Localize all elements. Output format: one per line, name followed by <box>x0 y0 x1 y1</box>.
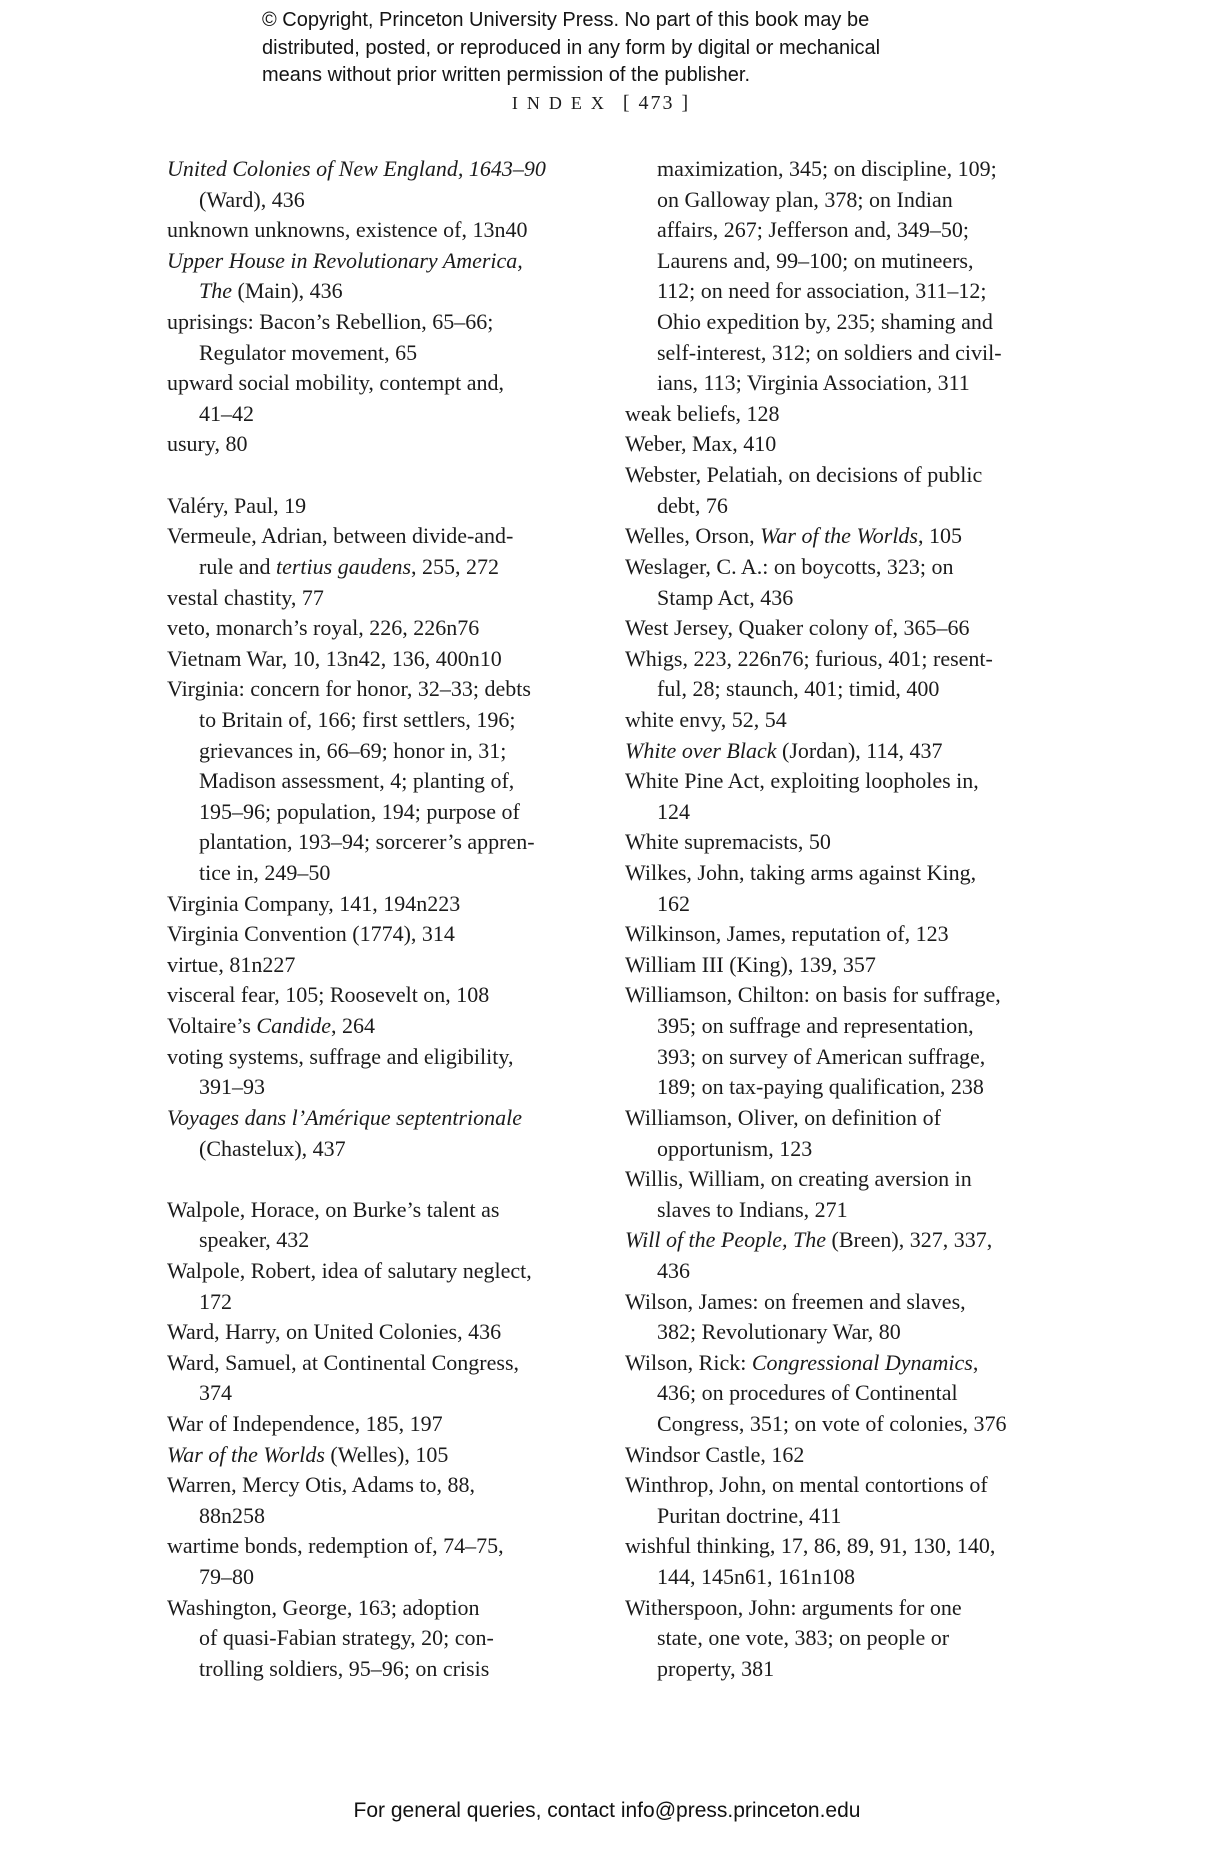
index-line: Virginia: concern for honor, 32–33; debts <box>167 676 531 702</box>
index-line: Wilson, James: on freemen and slaves, <box>625 1288 966 1314</box>
index-line: Will of the People, The (Breen), 327, 337, <box>625 1227 993 1253</box>
index-line: veto, monarch’s royal, 226, 226n76 <box>167 615 480 641</box>
index-line: wishful thinking, 17, 86, 89, 91, 130, 140, <box>625 1533 996 1559</box>
copyright-line-1: © Copyright, Princeton University Press. No part of this book may be <box>262 9 870 31</box>
index-line: on Galloway plan, 378; on Indian <box>657 186 953 212</box>
index-line: Weslager, C. A.: on boycotts, 323; on <box>625 553 954 579</box>
index-line: Voltaire’s Candide, 264 <box>167 1013 375 1039</box>
index-line: Witherspoon, John: arguments for one <box>625 1594 962 1620</box>
index-line: White over Black (Jordan), 114, 437 <box>625 737 943 763</box>
index-line: plantation, 193–94; sorcerer’s appren- <box>199 829 535 855</box>
index-line: to Britain of, 166; first settlers, 196; <box>199 706 516 732</box>
index-line: 88n258 <box>199 1502 265 1528</box>
index-line: debt, 76 <box>657 492 728 518</box>
index-line: Williamson, Chilton: on basis for suffrage, <box>625 982 1001 1008</box>
index-line: Stamp Act, 436 <box>657 584 794 610</box>
index-line: unknown unknowns, existence of, 13n40 <box>167 217 528 243</box>
index-line: speaker, 432 <box>199 1227 310 1253</box>
index-line: 41–42 <box>199 400 254 426</box>
index-line: uprisings: Bacon’s Rebellion, 65–66; <box>167 309 494 335</box>
index-line: Virginia Convention (1774), 314 <box>167 921 455 947</box>
running-head <box>512 92 690 115</box>
index-line: opportunism, 123 <box>657 1135 813 1161</box>
index-line: 195–96; population, 194; purpose of <box>199 798 520 824</box>
index-line: visceral fear, 105; Roosevelt on, 108 <box>167 982 490 1008</box>
index-line: Walpole, Horace, on Burke’s talent as <box>167 1196 500 1222</box>
index-line: slaves to Indians, 271 <box>657 1196 848 1222</box>
index-line: Voyages dans l’Amérique septentrionale <box>167 1104 522 1130</box>
index-line: War of Independence, 185, 197 <box>167 1410 443 1436</box>
index-line: ful, 28; staunch, 401; timid, 400 <box>657 676 940 702</box>
index-line: West Jersey, Quaker colony of, 365–66 <box>625 615 970 641</box>
index-line: Ward, Samuel, at Continental Congress, <box>167 1349 519 1375</box>
index-line: (Ward), 436 <box>199 186 305 212</box>
index-line: Regulator movement, 65 <box>199 339 418 365</box>
index-line: property, 381 <box>657 1655 775 1681</box>
index-line: 374 <box>199 1380 232 1406</box>
index-line: 144, 145n61, 161n108 <box>657 1564 855 1590</box>
index-line: grievances in, 66–69; honor in, 31; <box>199 737 507 763</box>
copyright-notice <box>262 7 880 90</box>
index-line: Vietnam War, 10, 13n42, 136, 400n10 <box>167 645 502 671</box>
index-line: vestal chastity, 77 <box>167 584 324 610</box>
index-line: tice in, 249–50 <box>199 860 331 886</box>
index-line: Willis, William, on creating aversion in <box>625 1166 972 1192</box>
index-line: White supremacists, 50 <box>625 829 831 855</box>
index-line: Congress, 351; on vote of colonies, 376 <box>657 1410 1007 1436</box>
copyright-line-2: distributed, posted, or reproduced in any form by digital or mechanical <box>262 36 881 59</box>
index-line: white envy, 52, 54 <box>625 706 787 732</box>
index-line: self-interest, 312; on soldiers and civil- <box>657 339 1002 365</box>
index-line: 189; on tax-paying qualification, 238 <box>657 1074 984 1100</box>
index-column-left <box>167 154 597 1684</box>
index-line: War of the Worlds (Welles), 105 <box>167 1441 449 1467</box>
index-line: Vermeule, Adrian, between divide-and- <box>167 523 514 549</box>
index-line: Valéry, Paul, 19 <box>167 492 307 518</box>
index-heading: INDEX <box>511 93 613 113</box>
index-line: Windsor Castle, 162 <box>625 1441 805 1467</box>
index-line: 436 <box>657 1257 690 1283</box>
index-line: weak beliefs, 128 <box>625 400 780 426</box>
index-line: Webster, Pelatiah, on decisions of public <box>625 462 983 488</box>
index-line: upward social mobility, contempt and, <box>167 370 505 396</box>
index-line: 162 <box>657 890 690 916</box>
index-line: 393; on survey of American suffrage, <box>657 1043 986 1069</box>
index-line: 112; on need for association, 311–12; <box>657 278 987 304</box>
index-line: (Chastelux), 437 <box>199 1135 346 1161</box>
index-line: 391–93 <box>199 1074 265 1100</box>
index-line: 124 <box>657 798 690 824</box>
index-line: Virginia Company, 141, 194n223 <box>167 890 461 916</box>
index-line: Ward, Harry, on United Colonies, 436 <box>167 1319 502 1345</box>
index-line <box>167 1164 597 1195</box>
index-line: 436; on procedures of Continental <box>657 1380 958 1406</box>
index-line: Whigs, 223, 226n76; furious, 401; resent- <box>625 645 993 671</box>
index-line: voting systems, suffrage and eligibility, <box>167 1043 514 1069</box>
index-line: The (Main), 436 <box>199 278 343 304</box>
index-line: Puritan doctrine, 411 <box>657 1502 842 1528</box>
index-line: rule and tertius gaudens, 255, 272 <box>199 553 500 579</box>
index-line: affairs, 267; Jefferson and, 349–50; <box>657 217 970 243</box>
index-line: Wilkinson, James, reputation of, 123 <box>625 921 949 947</box>
index-line: Washington, George, 163; adoption <box>167 1594 480 1620</box>
index-line: usury, 80 <box>167 431 248 457</box>
index-line: Welles, Orson, War of the Worlds, 105 <box>625 523 962 549</box>
index-line: Wilson, Rick: Congressional Dynamics, <box>625 1349 979 1375</box>
index-line: White Pine Act, exploiting loopholes in, <box>625 768 979 794</box>
index-line: 382; Revolutionary War, 80 <box>657 1319 901 1345</box>
index-line: virtue, 81n227 <box>167 951 296 977</box>
index-line: Upper House in Revolutionary America, <box>167 247 523 273</box>
index-line: Williamson, Oliver, on definition of <box>625 1104 941 1130</box>
index-line: trolling soldiers, 95–96; on crisis <box>199 1655 490 1681</box>
index-line: Weber, Max, 410 <box>625 431 777 457</box>
index-line: William III (King), 139, 357 <box>625 951 876 977</box>
index-line: maximization, 345; on discipline, 109; <box>657 156 997 181</box>
index-line: 395; on suffrage and representation, <box>657 1013 974 1039</box>
index-line: Walpole, Robert, idea of salutary neglect, <box>167 1257 532 1283</box>
index-line: Warren, Mercy Otis, Adams to, 88, <box>167 1472 475 1498</box>
copyright-line-3: means without prior written permission of the publisher. <box>262 64 751 86</box>
index-line <box>167 460 597 491</box>
index-line: state, one vote, 383; on people or <box>657 1625 950 1651</box>
footer-contact: For general queries, contact info@press.princeton.edu <box>353 1799 861 1822</box>
index-line: United Colonies of New England, 1643–90 <box>167 156 546 181</box>
index-line: ians, 113; Virginia Association, 311 <box>657 370 970 396</box>
page-number: [ 473 ] <box>622 92 691 114</box>
index-line: 79–80 <box>199 1564 254 1590</box>
index-line: Laurens and, 99–100; on mutineers, <box>657 247 974 273</box>
index-line: Ohio expedition by, 235; shaming and <box>657 309 993 335</box>
index-line: 172 <box>199 1288 232 1314</box>
index-line: Wilkes, John, taking arms against King, <box>625 860 977 886</box>
index-line: Madison assessment, 4; planting of, <box>199 768 515 794</box>
index-column-right <box>625 154 1065 1684</box>
index-line: Winthrop, John, on mental contortions of <box>625 1472 988 1498</box>
index-line: of quasi-Fabian strategy, 20; con- <box>199 1625 494 1651</box>
index-line: wartime bonds, redemption of, 74–75, <box>167 1533 504 1559</box>
